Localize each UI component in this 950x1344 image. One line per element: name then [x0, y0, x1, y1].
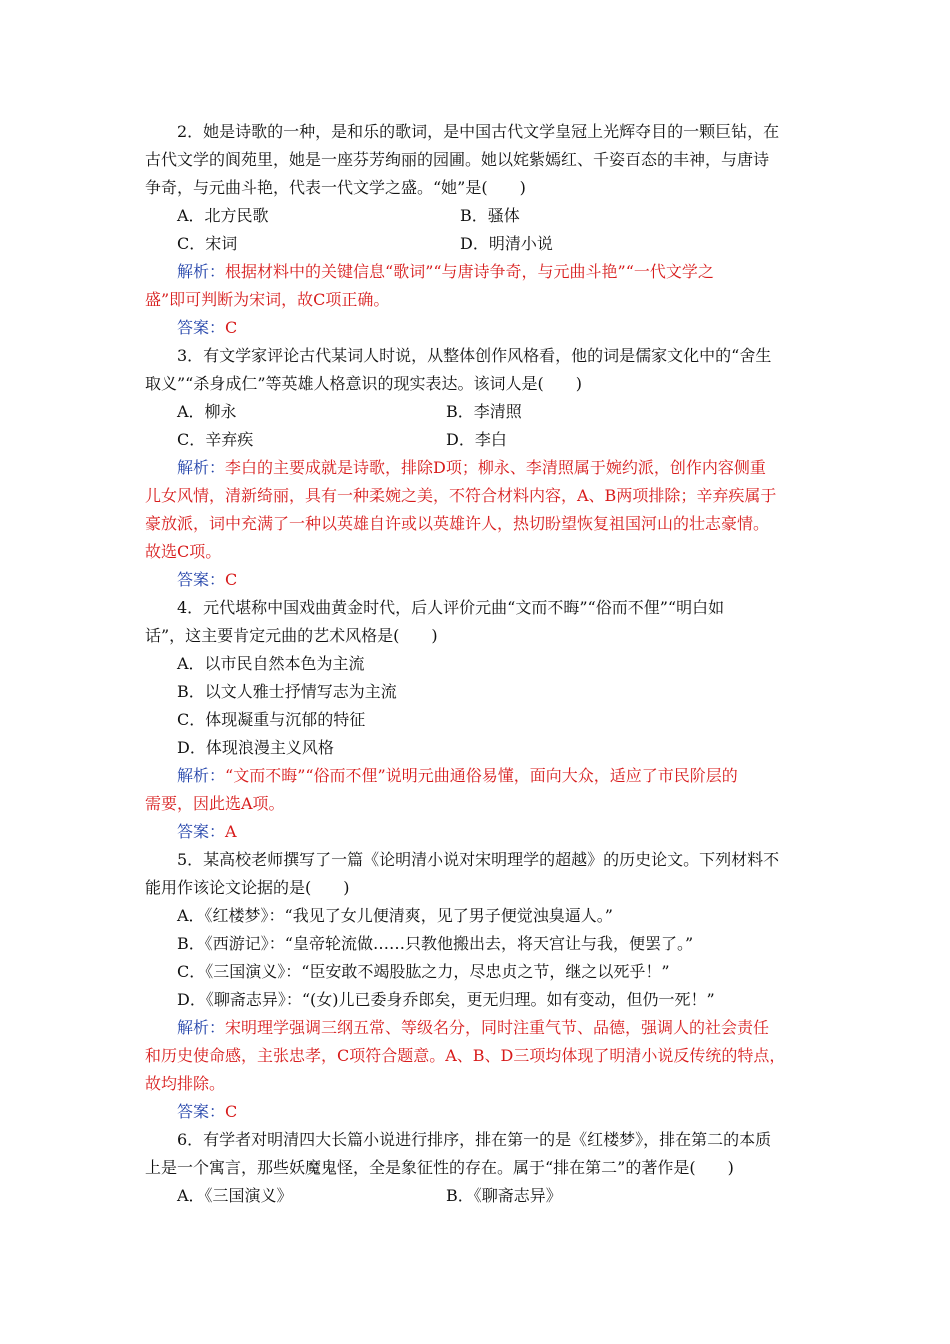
question-text-line: 古代文学的阆苑里，她是一座芬芳绚丽的园圃。她以姹紫嫣红、千姿百态的丰神，与唐诗 — [145, 150, 770, 169]
option-a: A．以市民自然本色为主流 — [177, 654, 365, 673]
analysis-label: 解析： — [177, 262, 226, 281]
question-text-line: 6．有学者对明清四大长篇小说进行排序，排在第一的是《红楼梦》，排在第二的本质 — [177, 1130, 772, 1149]
analysis-text: 儿女风情，清新绮丽，具有一种柔婉之美，不符合材料内容，A、B两项排除；辛弃疾属于 — [145, 486, 777, 505]
analysis-text: 李白的主要成就是诗歌，排除D项；柳永、李清照属于婉约派，创作内容侧重 — [225, 458, 766, 477]
option-c: C．体现凝重与沉郁的特征 — [177, 710, 366, 729]
answer-4 — [145, 818, 810, 846]
answer-2 — [145, 314, 810, 342]
answer-label: 答案： — [177, 570, 226, 589]
question-4 — [145, 594, 810, 650]
analysis-label: 解析： — [177, 1018, 226, 1037]
option-d: D．李白 — [446, 430, 507, 449]
analysis-5 — [145, 1014, 810, 1098]
option-c: C．辛弃疾 — [177, 430, 254, 449]
analysis-label: 解析： — [177, 766, 226, 785]
option-a: A．柳永 — [177, 402, 237, 421]
option-d: D．体现浪漫主义风格 — [177, 738, 334, 757]
question-text-line: 2．她是诗歌的一种，是和乐的歌词，是中国古代文学皇冠上光辉夺目的一颗巨钻，在 — [177, 122, 780, 141]
question-text-line: 5．某高校老师撰写了一篇《论明清小说对宋明理学的超越》的历史论文。下列材料不 — [177, 850, 780, 869]
question-2 — [145, 118, 810, 202]
option-a: A．北方民歌 — [177, 206, 269, 225]
answer-3 — [145, 566, 810, 594]
answer-label: 答案： — [177, 318, 226, 337]
analysis-2 — [145, 258, 810, 314]
analysis-3 — [145, 454, 810, 566]
option-c: C．宋词 — [177, 234, 238, 253]
question-text-line: 取义”“杀身成仁”等英雄人格意识的现实表达。该词人是( ) — [145, 374, 583, 393]
answer-value: A — [225, 822, 237, 841]
question-text-line: 4．元代堪称中国戏曲黄金时代，后人评价元曲“文而不晦”“俗而不俚”“明白如 — [177, 598, 725, 617]
analysis-text: “文而不晦”“俗而不俚”说明元曲通俗易懂，面向大众，适应了市民阶层的 — [225, 766, 738, 785]
analysis-text: 故均排除。 — [145, 1074, 226, 1093]
question-text-line: 能用作该论文论据的是( ) — [145, 878, 350, 897]
option-b: B．《西游记》：“皇帝轮流做……只教他搬出去，将天宫让与我，便罢了。” — [177, 934, 694, 953]
option-a: A．《红楼梦》：“我见了女儿便清爽，见了男子便觉浊臭逼人。” — [177, 906, 613, 925]
option-b: B．以文人雅士抒情写志为主流 — [177, 682, 397, 701]
answer-label: 答案： — [177, 822, 226, 841]
answer-value: C — [225, 1102, 238, 1121]
answer-value: C — [225, 318, 238, 337]
question-5 — [145, 846, 810, 902]
answer-5 — [145, 1098, 810, 1126]
option-b: B．《聊斋志异》 — [446, 1186, 562, 1205]
question-6 — [145, 1126, 810, 1182]
question-text-line: 上是一个寓言，那些妖魔鬼怪，全是象征性的存在。属于“排在第二”的著作是( ) — [145, 1158, 734, 1177]
question-text-line: 争奇，与元曲斗艳，代表一代文学之盛。“她”是( ) — [145, 178, 526, 197]
question-text-line: 3．有文学家评论古代某词人时说，从整体创作风格看，他的词是儒家文化中的“舍生 — [177, 346, 772, 365]
option-b: B．骚体 — [460, 206, 520, 225]
option-d: D．明清小说 — [460, 234, 553, 253]
option-b: B．李清照 — [446, 402, 522, 421]
analysis-text: 盛”即可判断为宋词，故C项正确。 — [145, 290, 390, 309]
option-d: D．《聊斋志异》：“(女)儿已委身乔郎矣，更无归理。如有变动，但仍一死！” — [177, 990, 715, 1009]
answer-value: C — [225, 570, 238, 589]
option-a: A．《三国演义》 — [177, 1186, 293, 1205]
analysis-text: 宋明理学强调三纲五常、等级名分，同时注重气节、品德，强调人的社会责任 — [225, 1018, 770, 1037]
question-3 — [145, 342, 810, 398]
analysis-text: 故选C项。 — [145, 542, 222, 561]
analysis-text: 需要，因此选A项。 — [145, 794, 285, 813]
analysis-text: 和历史使命感，主张忠孝，C项符合题意。A、B、D三项均体现了明清小说反传统的特点， — [145, 1046, 786, 1065]
question-text-line: 话”，这主要肯定元曲的艺术风格是( ) — [145, 626, 438, 645]
analysis-text: 根据材料中的关键信息“歌词”“与唐诗争奇，与元曲斗艳”“一代文学之 — [225, 262, 714, 281]
analysis-text: 豪放派，词中充满了一种以英雄自许或以英雄许人，热切盼望恢复祖国河山的壮志豪情。 — [145, 514, 770, 533]
analysis-4 — [145, 762, 810, 818]
answer-label: 答案： — [177, 1102, 226, 1121]
analysis-label: 解析： — [177, 458, 226, 477]
option-c: C．《三国演义》：“臣安敢不竭股肱之力，尽忠贞之节，继之以死乎！” — [177, 962, 670, 981]
